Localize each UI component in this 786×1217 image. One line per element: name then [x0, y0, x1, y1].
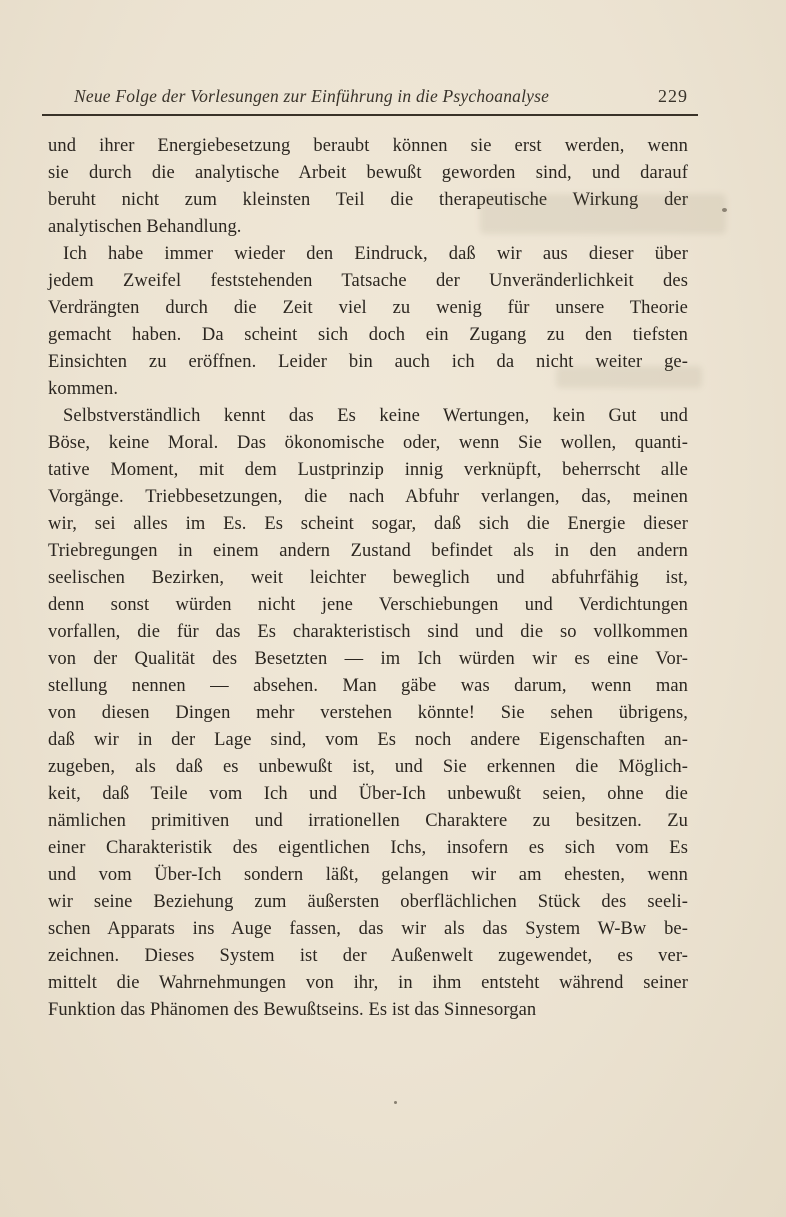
text-line: zugeben, als daß es unbewußt ist, und Sie erkennen die Möglich-	[48, 757, 688, 777]
header-rule	[42, 114, 698, 116]
text-line: einer Charakteristik des eigentlichen Ichs, insofern es sich vom Es	[48, 838, 688, 858]
text-line: daß wir in der Lage sind, vom Es noch andere Eigenschaften an-	[48, 730, 688, 750]
text-line: wir seine Beziehung zum äußersten oberflächlichen Stück des seeli-	[48, 892, 688, 912]
text-line: gemacht haben. Da scheint sich doch ein Zugang zu den tiefsten	[48, 325, 688, 345]
text-line: Böse, keine Moral. Das ökonomische oder, wenn Sie wollen, quanti-	[48, 433, 688, 453]
text-line: vorfallen, die für das Es charakteristisch sind und die so vollkommen	[48, 622, 688, 642]
text-line: denn sonst würden nicht jene Verschiebungen und Verdichtungen	[48, 595, 688, 615]
text-line: nämlichen primitiven und irrationellen Charaktere zu besitzen. Zu	[48, 811, 688, 831]
text-line: von der Qualität des Besetzten — im Ich würden wir es eine Vor-	[48, 649, 688, 669]
text-line: Selbstverständlich kennt das Es keine Wertungen, kein Gut und	[63, 406, 688, 426]
paragraph	[48, 403, 688, 1024]
text-line: Ich habe immer wieder den Eindruck, daß wir aus dieser über	[63, 244, 688, 264]
text-line: und vom Über-Ich sondern läßt, gelangen wir am ehesten, wenn	[48, 865, 688, 885]
text-line: Verdrängten durch die Zeit viel zu wenig für unsere Theorie	[48, 298, 688, 318]
text-line: und ihrer Energiebesetzung beraubt können sie erst werden, wenn	[48, 136, 688, 156]
text-line: kommen.	[48, 379, 119, 399]
page-number: 229	[658, 86, 688, 106]
text-line: Funktion das Phänomen des Bewußtseins. Es ist das Sinnesorgan	[48, 1000, 537, 1020]
text-line: jedem Zweifel feststehenden Tatsache der Unveränderlichkeit des	[48, 271, 688, 291]
text-line: von diesen Dingen mehr verstehen könnte! Sie sehen übrigens,	[48, 703, 688, 723]
text-line: Einsichten zu eröffnen. Leider bin auch ich da nicht weiter ge-	[48, 352, 688, 372]
text-line: sie durch die analytische Arbeit bewußt geworden sind, und darauf	[48, 163, 688, 183]
text-line: seelischen Bezirken, weit leichter beweglich und abfuhrfähig ist,	[48, 568, 688, 588]
body-text	[48, 133, 688, 1024]
ink-speck	[394, 1101, 397, 1104]
text-line: beruht nicht zum kleinsten Teil die therapeutische Wirkung der	[48, 190, 688, 210]
paragraph	[48, 133, 688, 241]
text-line: schen Apparats ins Auge fassen, das wir als das System W-Bw be-	[48, 919, 688, 939]
text-line: wir, sei alles im Es. Es scheint sogar, daß sich die Energie dieser	[48, 514, 688, 534]
ink-speck	[722, 208, 727, 212]
running-head-title: Neue Folge der Vorlesungen zur Einführung in die Psychoanalyse	[74, 86, 550, 106]
text-line: Vorgänge. Triebbesetzungen, die nach Abfuhr verlangen, das, meinen	[48, 487, 688, 507]
text-line: Triebregungen in einem andern Zustand befindet als in den andern	[48, 541, 688, 561]
text-line: keit, daß Teile vom Ich und Über-Ich unbewußt seien, ohne die	[48, 784, 688, 804]
paragraph	[48, 241, 688, 403]
text-line: mittelt die Wahrnehmungen von ihr, in ihm entsteht während seiner	[48, 973, 688, 993]
running-head	[48, 86, 688, 116]
text-line: zeichnen. Dieses System ist der Außenwelt zugewendet, es ver-	[48, 946, 688, 966]
text-line: stellung nennen — absehen. Man gäbe was darum, wenn man	[48, 676, 688, 696]
text-line: tative Moment, mit dem Lustprinzip innig verknüpft, beherrscht alle	[48, 460, 688, 480]
text-line: analytischen Behandlung.	[48, 217, 242, 237]
